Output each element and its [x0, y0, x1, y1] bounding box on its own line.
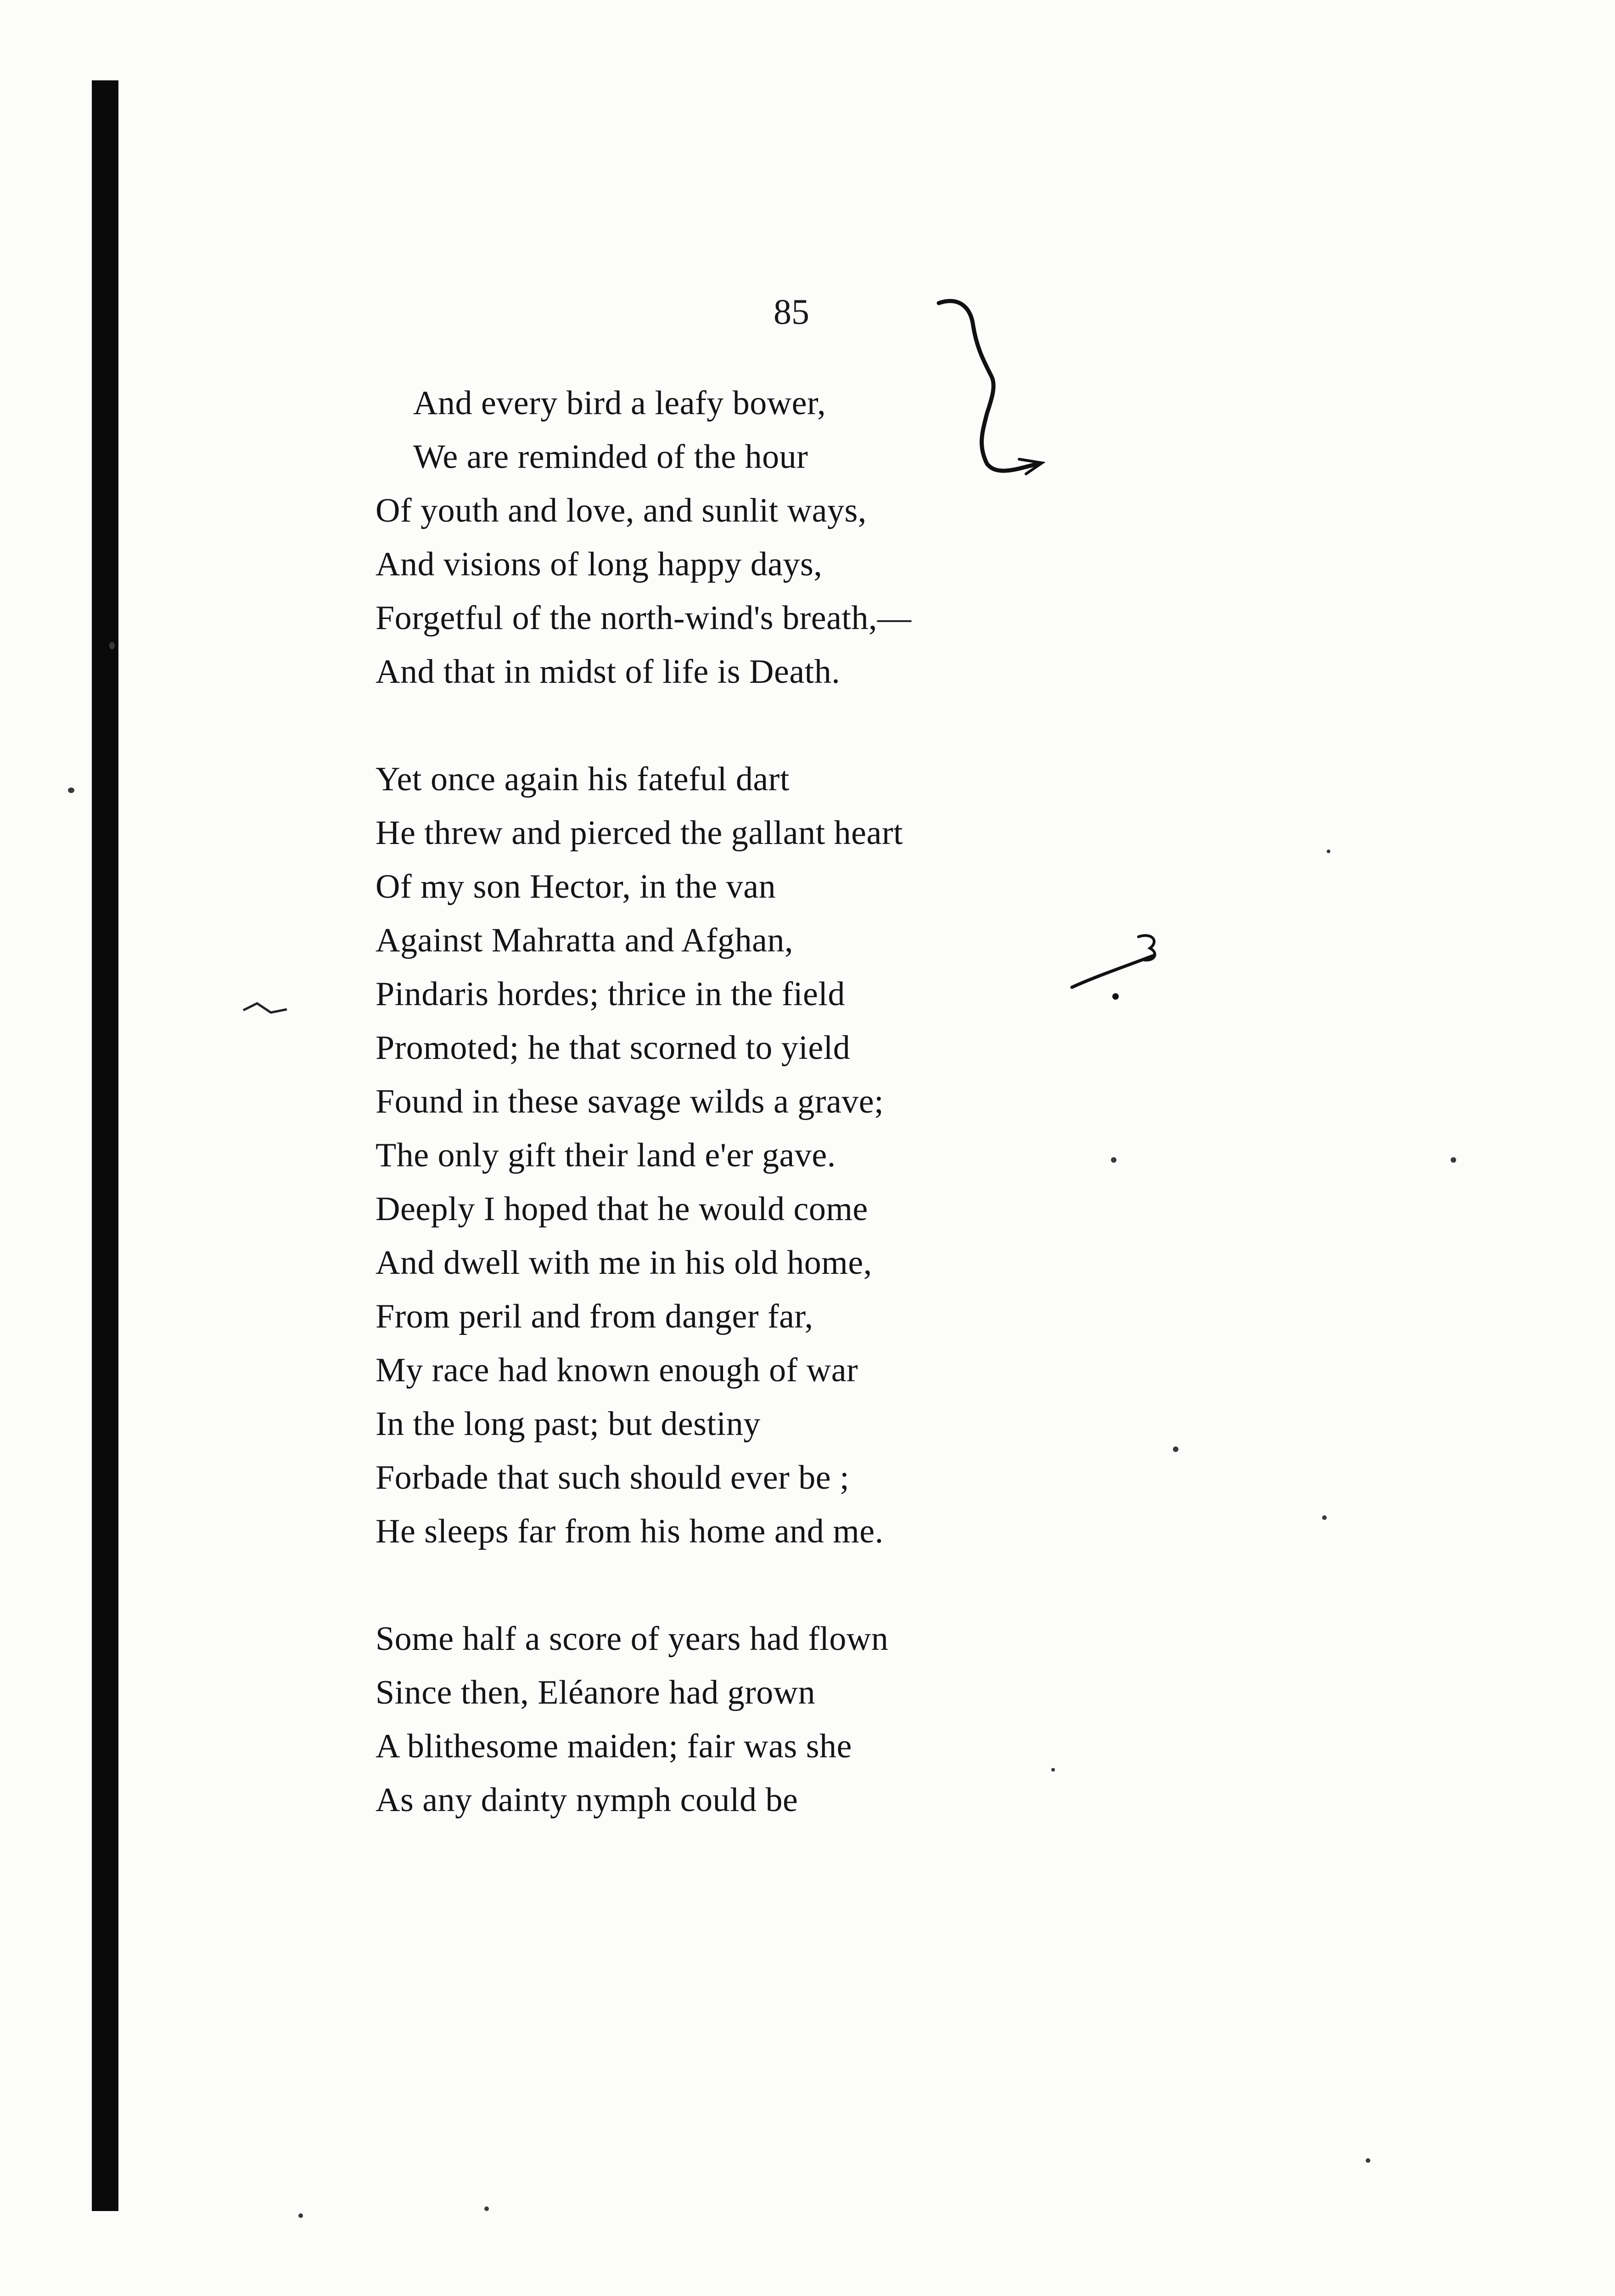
poem-line: And every bird a leafy bower, [413, 384, 826, 422]
poem-line: The only gift their land e'er gave. [376, 1137, 836, 1174]
speck [298, 2213, 303, 2218]
poem-line: My race had known enough of war [376, 1351, 858, 1389]
poem-line: A blithesome maiden; fair was she [376, 1728, 852, 1765]
poem-line: As any dainty nymph could be [376, 1781, 798, 1819]
poem-line: He sleeps far from his home and me. [376, 1513, 884, 1550]
stanza-3 [376, 1612, 1110, 1827]
speck [1111, 1157, 1116, 1163]
poem-line: Of my son Hector, in the van [376, 868, 776, 906]
poem-line: We are reminded of the hour [413, 438, 808, 476]
poem-line: And visions of long happy days, [376, 546, 823, 583]
poem-text [376, 377, 1110, 1827]
poem-line: Forgetful of the north-wind's breath,— [376, 599, 912, 637]
speck [109, 642, 115, 649]
poem-line: Some half a score of years had flown [376, 1620, 889, 1658]
poem-line: And that in midst of life is Death. [376, 653, 841, 691]
speck [68, 788, 74, 793]
page-number: 85 [774, 292, 809, 332]
speck [1322, 1515, 1327, 1520]
poem-line: Promoted; he that scorned to yield [376, 1029, 851, 1067]
stanza-2 [376, 753, 1110, 1559]
poem-line: He threw and pierced the gallant heart [376, 814, 903, 852]
poem-line: In the long past; but destiny [376, 1405, 761, 1443]
speck [1451, 1157, 1456, 1163]
poem-line: Deeply I hoped that he would come [376, 1190, 868, 1228]
poem-line: Forbade that such should ever be ; [376, 1459, 850, 1497]
poem-line: From peril and from danger far, [376, 1298, 813, 1335]
poem-line: And dwell with me in his old home, [376, 1244, 872, 1282]
speck [1173, 1446, 1178, 1452]
speck [484, 2206, 489, 2211]
stanza-1 [376, 377, 1110, 699]
margin-mark [239, 996, 294, 1024]
speck [1327, 850, 1330, 853]
poem-line: Pindaris hordes; thrice in the field [376, 975, 845, 1013]
poem-line: Found in these savage wilds a grave; [376, 1083, 884, 1120]
poem-line: Since then, Eléanore had grown [376, 1674, 816, 1711]
binding-edge [92, 80, 118, 2211]
poem-line: Yet once again his fateful dart [376, 760, 790, 798]
poem-line: Of youth and love, and sunlit ways, [376, 492, 867, 529]
speck [1366, 2158, 1370, 2163]
poem-line: Against Mahratta and Afghan, [376, 922, 793, 959]
